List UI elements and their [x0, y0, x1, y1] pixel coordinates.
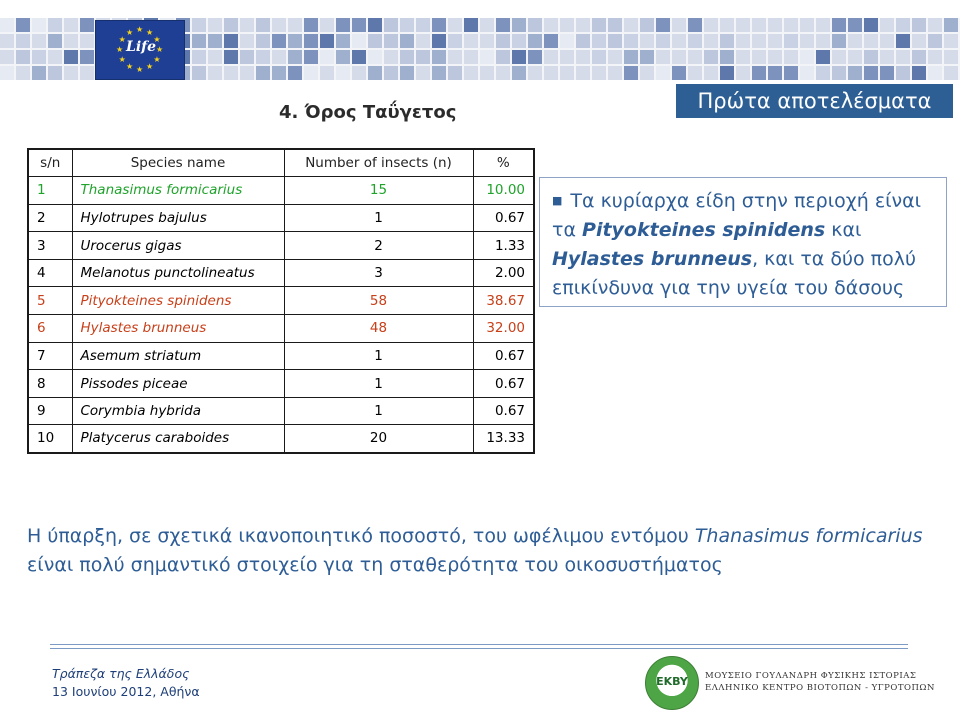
mosaic-tile — [288, 34, 302, 48]
footer-org: Τράπεζα της Ελλάδος — [52, 666, 190, 681]
results-banner: Πρώτα αποτελέσματα — [676, 84, 953, 118]
mosaic-tile — [224, 50, 238, 64]
mosaic-tile — [528, 50, 542, 64]
mosaic-tile — [656, 18, 670, 32]
cell-count: 20 — [284, 425, 473, 453]
mosaic-tile — [16, 18, 30, 32]
cell-species-name: Hylotrupes bajulus — [72, 204, 284, 232]
mosaic-tile — [832, 66, 846, 80]
mosaic-tile — [656, 66, 670, 80]
cell-count: 1 — [284, 397, 473, 425]
cell-species-name: Corymbia hybrida — [72, 397, 284, 425]
mosaic-tile — [272, 34, 286, 48]
table-row — [28, 204, 534, 232]
cell-species-name: Thanasimus formicarius — [72, 177, 284, 205]
mosaic-tile — [880, 66, 894, 80]
mosaic-tile — [400, 34, 414, 48]
mosaic-tile — [512, 18, 526, 32]
mosaic-tile — [608, 18, 622, 32]
cell-percent: 13.33 — [473, 425, 534, 453]
table-row — [28, 315, 534, 343]
mosaic-tile — [256, 34, 270, 48]
mosaic-tile — [368, 66, 382, 80]
cell-percent: 1.33 — [473, 232, 534, 260]
mosaic-tile — [928, 34, 942, 48]
mosaic-tile — [528, 34, 542, 48]
mosaic-tile — [288, 50, 302, 64]
mosaic-tile — [48, 34, 62, 48]
conclusion-text-before: Η ύπαρξη, σε σχετικά ικανοποιητικό ποσοστό, του ωφέλιμου εντόμου — [27, 525, 695, 547]
mosaic-tile — [416, 18, 430, 32]
mosaic-tile — [512, 34, 526, 48]
mosaic-tile — [912, 50, 926, 64]
mosaic-tile — [720, 50, 734, 64]
footer-info — [52, 665, 200, 701]
mosaic-tile — [352, 34, 366, 48]
mosaic-tile — [608, 34, 622, 48]
mosaic-tile — [624, 66, 638, 80]
mosaic-tile — [192, 50, 206, 64]
eu-star-icon: ★ — [118, 35, 126, 44]
callout-text-middle: και — [825, 219, 862, 241]
mosaic-tile — [496, 18, 510, 32]
mosaic-tile — [592, 50, 606, 64]
mosaic-tile — [720, 34, 734, 48]
ekby-logo-abbr: EKBY — [656, 675, 688, 688]
mosaic-tile — [912, 66, 926, 80]
conclusion-text-after: είναι πολύ σημαντικό στοιχείο για τη σταθερότητα του οικοσυστήματος — [27, 554, 723, 576]
mosaic-tile — [688, 34, 702, 48]
mosaic-tile — [208, 34, 222, 48]
cell-sn: 6 — [28, 315, 72, 343]
mosaic-tile — [368, 18, 382, 32]
eu-star-icon: ★ — [156, 45, 164, 54]
mosaic-tile — [704, 50, 718, 64]
mosaic-tile — [848, 18, 862, 32]
mosaic-tile — [256, 18, 270, 32]
mosaic-tile — [48, 18, 62, 32]
table-row — [28, 370, 534, 398]
cell-sn: 3 — [28, 232, 72, 260]
mosaic-tile — [752, 66, 766, 80]
eu-star-icon: ★ — [153, 55, 161, 64]
mosaic-tile — [16, 50, 30, 64]
cell-percent: 10.00 — [473, 177, 534, 205]
cell-species-name: Asemum striatum — [72, 342, 284, 370]
cell-percent: 0.67 — [473, 342, 534, 370]
mosaic-tile — [80, 18, 94, 32]
cell-count: 3 — [284, 259, 473, 287]
mosaic-tile — [560, 34, 574, 48]
cell-percent: 0.67 — [473, 370, 534, 398]
mosaic-tile — [272, 66, 286, 80]
bullet-icon: ■ — [552, 194, 563, 207]
table-row — [28, 232, 534, 260]
table-row — [28, 259, 534, 287]
mosaic-tile — [432, 34, 446, 48]
mosaic-tile — [688, 18, 702, 32]
mosaic-tile — [464, 18, 478, 32]
mosaic-tile — [384, 18, 398, 32]
mosaic-tile — [544, 34, 558, 48]
cell-count: 15 — [284, 177, 473, 205]
cell-sn: 5 — [28, 287, 72, 315]
mosaic-tile — [896, 18, 910, 32]
eu-star-icon: ★ — [136, 25, 144, 34]
mosaic-tile — [368, 34, 382, 48]
eu-star-icon: ★ — [126, 62, 134, 72]
callout-text-before: Τα κυρίαρχα είδη στην περιοχή είναι τα — [552, 190, 922, 241]
mosaic-tile — [912, 18, 926, 32]
mosaic-tile — [512, 66, 526, 80]
mosaic-tile — [304, 18, 318, 32]
callout-species-1: Pityokteines spinidens — [582, 219, 826, 241]
cell-count: 1 — [284, 342, 473, 370]
eu-star-icon: ★ — [118, 55, 126, 64]
mosaic-tile — [816, 50, 830, 64]
mosaic-tile — [864, 18, 878, 32]
mosaic-tile — [592, 34, 606, 48]
cell-percent: 0.67 — [473, 204, 534, 232]
mosaic-tile — [848, 66, 862, 80]
mosaic-tile — [336, 34, 350, 48]
mosaic-tile — [192, 18, 206, 32]
mosaic-tile — [352, 18, 366, 32]
ekby-logo-line2: ΕΛΛΗΝΙΚΟ ΚΕΝΤΡΟ ΒΙΟΤΟΠΩΝ - ΥΓΡΟΤΟΠΩΝ — [705, 683, 935, 693]
mosaic-tile — [800, 66, 814, 80]
cell-sn: 4 — [28, 259, 72, 287]
mosaic-tile — [336, 18, 350, 32]
mosaic-tile — [48, 66, 62, 80]
eu-star-icon: ★ — [153, 35, 161, 44]
mosaic-tile — [320, 50, 334, 64]
mosaic-tile — [32, 18, 46, 32]
ekby-logo-text — [705, 670, 935, 694]
mosaic-tile — [528, 18, 542, 32]
callout-species-2: Hylastes brunneus — [552, 248, 753, 270]
eu-star-icon: ★ — [136, 65, 144, 74]
table-row — [28, 177, 534, 205]
mosaic-tile — [640, 18, 654, 32]
cell-sn: 8 — [28, 370, 72, 398]
mosaic-tile — [256, 50, 270, 64]
col-header-sn: s/n — [28, 149, 72, 177]
mosaic-tile — [304, 34, 318, 48]
mosaic-tile — [400, 66, 414, 80]
cell-percent: 38.67 — [473, 287, 534, 315]
mosaic-tile — [816, 66, 830, 80]
page-title: 4. Όρος Ταΰγετος — [279, 102, 457, 123]
mosaic-tile — [64, 50, 78, 64]
cell-count: 1 — [284, 370, 473, 398]
mosaic-tile — [576, 34, 590, 48]
cell-sn: 2 — [28, 204, 72, 232]
eu-life-logo — [95, 20, 185, 80]
mosaic-tile — [32, 50, 46, 64]
mosaic-tile — [16, 34, 30, 48]
mosaic-tile — [192, 34, 206, 48]
footer-date: 13 Ιουνίου 2012, Αθήνα — [52, 684, 200, 699]
cell-species-name: Hylastes brunneus — [72, 315, 284, 343]
mosaic-tile — [944, 18, 958, 32]
dominant-species-callout — [539, 177, 947, 307]
mosaic-tile — [368, 50, 382, 64]
mosaic-tile — [928, 66, 942, 80]
mosaic-tile — [336, 50, 350, 64]
table-row — [28, 342, 534, 370]
mosaic-tile — [400, 50, 414, 64]
mosaic-tile — [416, 50, 430, 64]
mosaic-tile — [432, 66, 446, 80]
cell-sn: 1 — [28, 177, 72, 205]
cell-species-name: Pityokteines spinidens — [72, 287, 284, 315]
mosaic-tile — [240, 50, 254, 64]
mosaic-tile — [512, 50, 526, 64]
cell-percent: 2.00 — [473, 259, 534, 287]
life-logo-text: Life — [126, 39, 157, 55]
mosaic-tile — [432, 18, 446, 32]
mosaic-tile — [320, 34, 334, 48]
mosaic-tile — [384, 34, 398, 48]
mosaic-tile — [336, 66, 350, 80]
cell-species-name: Melanotus punctolineatus — [72, 259, 284, 287]
table-row — [28, 425, 534, 453]
eu-star-icon: ★ — [146, 62, 154, 72]
mosaic-tile — [768, 66, 782, 80]
mosaic-tile — [352, 50, 366, 64]
col-header-species: Species name — [72, 149, 284, 177]
mosaic-tile — [656, 34, 670, 48]
mosaic-tile — [784, 66, 798, 80]
cell-percent: 0.67 — [473, 397, 534, 425]
col-header-percent: % — [473, 149, 534, 177]
mosaic-tile — [640, 50, 654, 64]
mosaic-tile — [224, 34, 238, 48]
mosaic-tile — [672, 66, 686, 80]
mosaic-tile — [256, 66, 270, 80]
table-row — [28, 287, 534, 315]
table-row — [28, 397, 534, 425]
conclusion-species: Thanasimus formicarius — [694, 525, 923, 547]
conclusion-text — [27, 522, 937, 580]
species-table-body — [28, 177, 534, 453]
eu-star-icon: ★ — [146, 27, 154, 37]
mosaic-tile — [448, 66, 462, 80]
mosaic-tile — [432, 50, 446, 64]
mosaic-tile — [288, 66, 302, 80]
callout-text-after: , και τα δύο πολύ επικίνδυνα για την υγεία του δάσους — [552, 248, 916, 299]
mosaic-tile — [480, 50, 494, 64]
mosaic-tile — [384, 66, 398, 80]
mosaic-tile — [400, 18, 414, 32]
cell-species-name: Platycerus caraboides — [72, 425, 284, 453]
col-header-count: Number of insects (n) — [284, 149, 473, 177]
mosaic-tile — [448, 34, 462, 48]
cell-sn: 7 — [28, 342, 72, 370]
mosaic-tile — [0, 18, 14, 32]
mosaic-tile — [896, 66, 910, 80]
eu-star-icon: ★ — [126, 27, 134, 37]
mosaic-tile — [496, 50, 510, 64]
mosaic-tile — [224, 18, 238, 32]
table-header-row — [28, 149, 534, 177]
mosaic-tile — [304, 66, 318, 80]
cell-species-name: Pissodes piceae — [72, 370, 284, 398]
cell-count: 48 — [284, 315, 473, 343]
footer-divider — [50, 644, 908, 649]
mosaic-tile — [864, 66, 878, 80]
mosaic-tile — [32, 66, 46, 80]
cell-count: 2 — [284, 232, 473, 260]
cell-count: 1 — [284, 204, 473, 232]
cell-count: 58 — [284, 287, 473, 315]
mosaic-tile — [80, 50, 94, 64]
mosaic-tile — [832, 18, 846, 32]
ekby-logo — [645, 656, 699, 710]
mosaic-tile — [896, 34, 910, 48]
cell-percent: 32.00 — [473, 315, 534, 343]
mosaic-tile — [832, 34, 846, 48]
species-table — [27, 148, 535, 454]
mosaic-tile — [624, 50, 638, 64]
mosaic-tile — [624, 34, 638, 48]
mosaic-tile — [800, 50, 814, 64]
eu-star-icon: ★ — [116, 45, 124, 54]
cell-sn: 9 — [28, 397, 72, 425]
mosaic-tile — [720, 66, 734, 80]
mosaic-tile — [304, 50, 318, 64]
mosaic-tile — [864, 50, 878, 64]
cell-sn: 10 — [28, 425, 72, 453]
mosaic-tile — [496, 34, 510, 48]
mosaic-tile — [192, 66, 206, 80]
mosaic-tile — [0, 66, 14, 80]
mosaic-tile — [784, 34, 798, 48]
cell-species-name: Urocerus gigas — [72, 232, 284, 260]
ekby-logo-line1: ΜΟΥΣΕΙΟ ΓΟΥΛΑΝΔΡΗ ΦΥΣΙΚΗΣ ΙΣΤΟΡΙΑΣ — [705, 671, 917, 681]
mosaic-tile — [592, 18, 606, 32]
